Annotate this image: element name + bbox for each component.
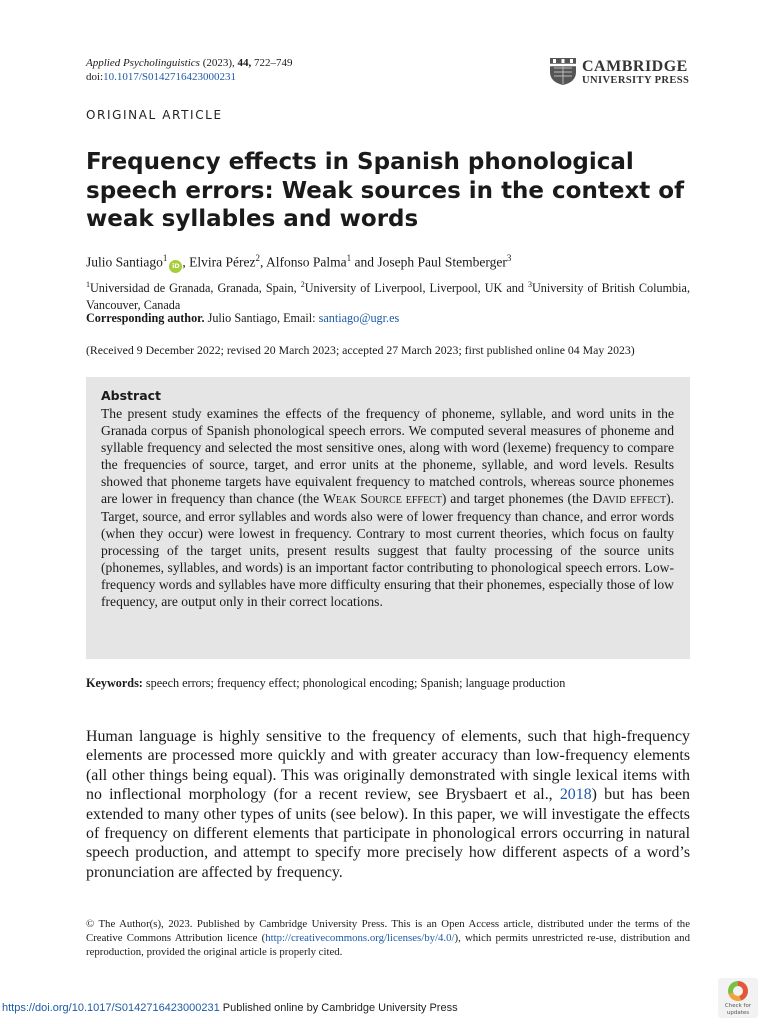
abstract-box [86,377,690,659]
email-link[interactable]: santiago@ugr.es [318,311,400,325]
author-separator: , [259,254,266,270]
journal-volume: 44, [237,57,252,69]
copyright-text: ), which permits unrestricted re-use, distribution and reproduction, provided the original article is properly cited. [86,931,690,958]
abstract-heading: Abstract [101,388,162,403]
abstract-text [101,405,674,610]
check-label-line-1: Check for [724,1003,752,1009]
cambridge-crest-icon [548,56,578,86]
check-for-updates-label [718,1003,758,1016]
affiliation-text: University of British Columbia, Vancouver, Canada [86,281,690,312]
license-link[interactable]: http://creativecommons.org/licenses/by/4.0/ [265,931,455,944]
abstract-part: ). Target, source, and error syllables and words also were of lower frequency than chance, and error words (when they occur) were lowest in frequency. Contrary to most current theories, which focus on faulty processing of the target units, present results suggest that faulty processing of the source units (phonemes, syllables, and words) is an important factor contributing to phonological speech errors. Low-frequency words and syllables have more difficulty ensuring that their phonemes, especially those of low frequency, are output only in their correct locations. [101,491,675,610]
corresponding-text: Julio Santiago, Email: [204,311,319,325]
keywords-text: speech errors; frequency effect; phonological encoding; Spanish; language production [142,676,566,690]
affiliation-marker: 3 [527,280,532,289]
publisher-logo [548,56,698,88]
author-separator: and [351,254,378,270]
author-separator: , [182,254,190,270]
page-footer [2,1002,458,1014]
doi-prefix: doi: [86,71,104,83]
check-label-line-2: updates [726,1009,750,1016]
copyright-notice [86,918,690,959]
author-affiliation-marker: 2 [255,253,260,263]
author-name: Julio Santiago [86,254,163,270]
author-name: Joseph Paul Stemberger [377,254,507,270]
corresponding-label: Corresponding author. [86,311,205,325]
body-text-part: ) but has been extended to many other types of units (see below). In this paper, we will investigate the effects of frequency on different elements that participate in phonological errors occurring in natural speech production, and attempt to specify more precisely how different aspects of a word’s pronunciation are affected by frequency. [86,786,690,881]
author-affiliation-marker: 3 [506,253,512,263]
logo-line-2: UNIVERSITY PRESS [582,75,690,86]
abstract-part: ) and target phonemes (the [441,491,593,507]
author-affiliation-marker: 1 [162,253,168,263]
affiliation-marker: 2 [300,280,305,289]
author-name: Elvira Pérez [189,254,256,270]
affiliation-text: Universidad de Granada, Granada, Spain, [90,281,301,296]
body-text-part: Human language is highly sensitive to the frequency of elements, such that high-frequency elements are processed more quickly and with greater accuracy than low-frequency elements (all other things being equal). This was originally demonstrated with single lexical items with no inflectional morphology (for a recent review, see Brysbaert et al., [86,728,690,804]
citation-line [86,56,293,70]
doi-link[interactable]: 10.1017/S0142716423000231 [103,71,237,83]
corresponding-author [86,310,399,326]
affiliation-text: University of Liverpool, Liverpool, UK and [304,281,528,296]
weak-source-effect-term: Weak Source effect [323,491,442,507]
footer-doi-link[interactable]: https://doi.org/10.1017/S0142716423000231 [2,1002,220,1014]
intro-paragraph [86,727,690,882]
journal-name: Applied Psycholinguistics [86,57,200,69]
abstract-part: The present study examines the effects of the frequency of phoneme, syllable, and word units in the Granada corpus of Spanish phonological speech errors. We computed several measures of phoneme and syllable frequency and selected the most sensitive ones, along with word (lexeme) frequency to compare the frequencies of source, target, and error units at the phoneme, syllable, and word levels. Results showed that phoneme targets have equivalent frequency to matched controls, whereas source phonemes are lower in frequency than chance (the [101,406,674,507]
keywords-label: Keywords: [86,676,143,690]
doi-line [86,70,293,84]
received-dates: (Received 9 December 2022; revised 20 March 2023; accepted 27 March 2023; first published online 04 May 2023) [86,343,635,357]
journal-pages: 722–749 [254,57,293,69]
copyright-text: © The Author(s), 2023. Published by Cambridge University Press. This is an Open Access article, distributed under the terms of the Creative Commons Attribution licence ( [86,918,690,944]
keywords [86,675,690,691]
footer-text: Published online by Cambridge University Press [219,1002,458,1014]
orcid-icon[interactable]: iD [169,260,182,273]
affiliation-marker: 1 [86,280,90,289]
citation-header [86,56,293,84]
check-for-updates-badge[interactable] [718,978,758,1018]
logo-line-1: CAMBRIDGE [582,58,688,75]
article-title: Frequency effects in Spanish phonological speech errors: Weak sources in the context of weak syllables and words [86,149,685,232]
crossmark-icon [728,981,748,1001]
article-type-label: ORIGINAL ARTICLE [86,108,223,122]
affiliations [86,277,690,313]
author-affiliation-marker: 1 [346,253,352,263]
author-list [86,249,511,273]
citation-link[interactable]: 2018 [559,786,592,804]
author-name: Alfonso Palma [265,254,347,270]
journal-year: (2023), [202,57,235,69]
david-effect-term: David effect [592,491,667,507]
